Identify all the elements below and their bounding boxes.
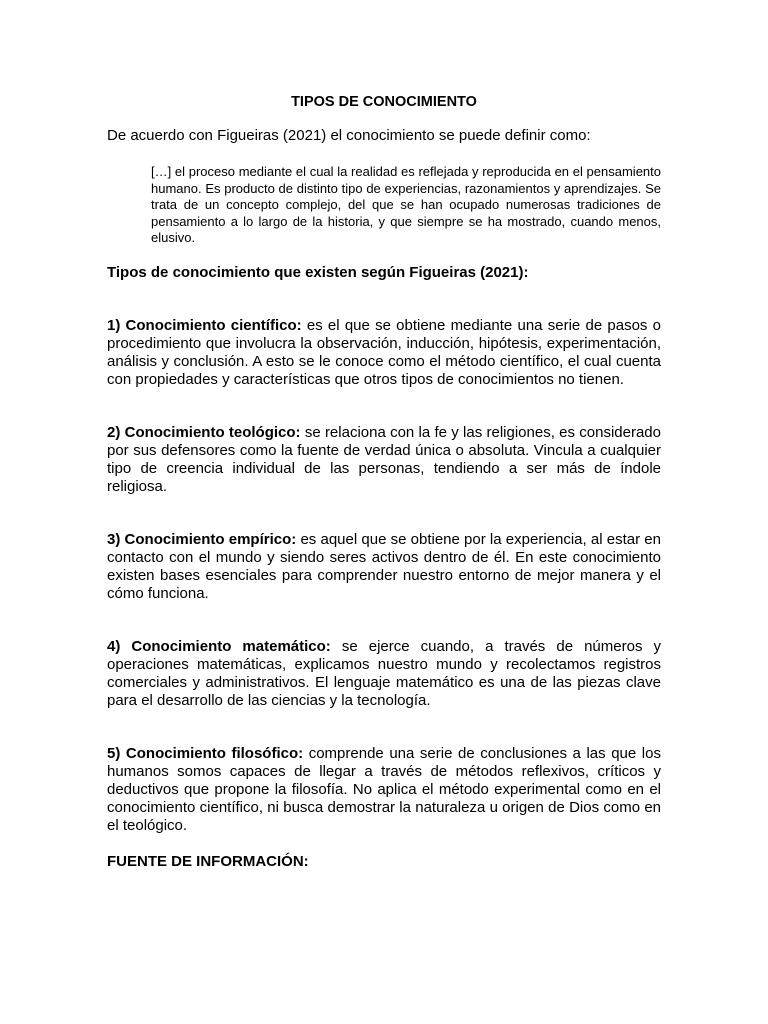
term-description: es aquel que se obtiene por la experiencia, al estar en contacto con el mundo y siendo seres activos dentro de él. En este conocimiento existen bases esenciales para comprender nuestro entorno de mejor manera y el cómo funciona.	[107, 531, 661, 602]
types-subheading: Tipos de conocimiento que existen según Figueiras (2021):	[107, 264, 529, 281]
term-label: 5) Conocimiento filosófico:	[107, 745, 304, 762]
term-description: se relaciona con la fe y las religiones, es considerado por sus defensores como la fuente de verdad única o absoluta. Vincula a cualquier tipo de creencia individual de las personas, tendiendo a ser más de índole religiosa.	[107, 424, 661, 495]
term-description: se ejerce cuando, a través de números y operaciones matemáticas, explicamos nuestro mundo y recolectamos registros comerciales y administrativos. El lenguaje matemático es una de las piezas clave para el desarrollo de las ciencias y la tecnología.	[107, 638, 661, 709]
term-label: 4) Conocimiento matemático:	[107, 638, 331, 655]
intro-paragraph: De acuerdo con Figueiras (2021) el conocimiento se puede definir como:	[107, 127, 591, 144]
term-label: 1) Conocimiento científico:	[107, 317, 302, 334]
source-heading: FUENTE DE INFORMACIÓN:	[107, 853, 309, 870]
term-label: 3) Conocimiento empírico:	[107, 531, 297, 548]
block-quote: […] el proceso mediante el cual la realidad es reflejada y reproducida en el pensamiento humano. Es producto de distinto tipo de experiencias, razonamientos y aprendizajes. Se trata de un concepto complejo, del que se han ocupado numerosas tradiciones de pensamiento a lo largo de la historia, y que siempre se ha mostrado, cuando menos, elusivo.	[151, 164, 661, 245]
term-description: es el que se obtiene mediante una serie de pasos o procedimiento que involucra la observación, inducción, hipótesis, experimentación, análisis y conclusión. A esto se le conoce como el método científico, el cual cuenta con propiedades y características que otros tipos de conocimientos no tienen.	[107, 317, 661, 388]
knowledge-type-theological	[107, 424, 661, 496]
term-label: 2) Conocimiento teológico:	[107, 424, 301, 441]
knowledge-type-scientific	[107, 317, 661, 389]
knowledge-type-philosophical	[107, 745, 661, 835]
document-title: TIPOS DE CONOCIMIENTO	[291, 94, 477, 110]
knowledge-type-empirical	[107, 531, 661, 603]
knowledge-type-mathematical	[107, 638, 661, 710]
term-description: comprende una serie de conclusiones a las que los humanos somos capaces de llegar a través de métodos reflexivos, críticos y deductivos que propone la filosofía. No aplica el método experimental como en el conocimiento científico, ni busca demostrar la naturaleza u origen de Dios como en el teológico.	[107, 745, 661, 834]
